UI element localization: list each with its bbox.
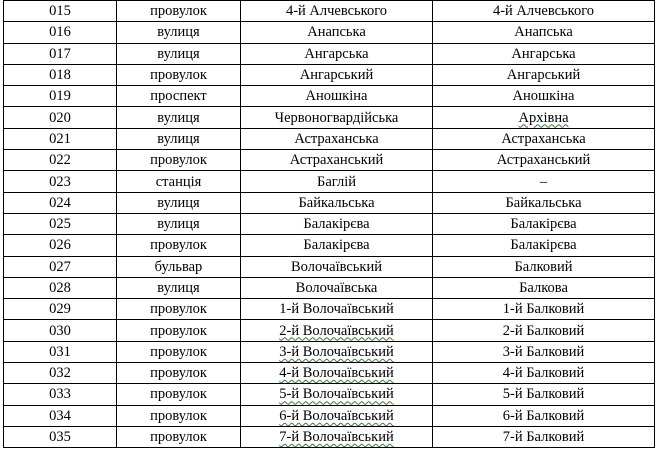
cell-code: 030 bbox=[4, 320, 117, 341]
table-row bbox=[4, 405, 655, 426]
cell-old-name: Аношкіна bbox=[241, 86, 433, 107]
cell-code: 029 bbox=[4, 299, 117, 320]
table-row bbox=[4, 277, 655, 298]
spellcheck-underlined-text: 4-й Волочаївський bbox=[279, 365, 394, 382]
cell-new-name: Балакірєва bbox=[433, 213, 655, 234]
cell-old-name bbox=[241, 405, 433, 426]
cell-old-name bbox=[241, 384, 433, 405]
cell-type: провулок bbox=[117, 384, 241, 405]
cell-code: 032 bbox=[4, 363, 117, 384]
table-row bbox=[4, 235, 655, 256]
cell-new-name: Байкальська bbox=[433, 192, 655, 213]
cell-old-name: Баглій bbox=[241, 171, 433, 192]
cell-old-name: 1-й Волочаївський bbox=[241, 299, 433, 320]
cell-new-name: 5-й Балковий bbox=[433, 384, 655, 405]
cell-old-name: Червоногвардійська bbox=[241, 107, 433, 128]
cell-new-name: 7-й Балковий bbox=[433, 426, 655, 447]
cell-new-name: – bbox=[433, 171, 655, 192]
table-row bbox=[4, 64, 655, 85]
spellcheck-underlined-text: 3-й Волочаївський bbox=[279, 343, 394, 360]
cell-old-name: Балакірєва bbox=[241, 213, 433, 234]
cell-code: 027 bbox=[4, 256, 117, 277]
cell-code: 020 bbox=[4, 107, 117, 128]
cell-type: провулок bbox=[117, 235, 241, 256]
cell-new-name: Астраханська bbox=[433, 128, 655, 149]
cell-new-name: 2-й Балковий bbox=[433, 320, 655, 341]
cell-code: 019 bbox=[4, 86, 117, 107]
cell-type: провулок bbox=[117, 1, 241, 22]
table-row bbox=[4, 384, 655, 405]
cell-old-name: Волочаївська bbox=[241, 277, 433, 298]
cell-code: 024 bbox=[4, 192, 117, 213]
cell-type: провулок bbox=[117, 150, 241, 171]
table-row bbox=[4, 171, 655, 192]
cell-type: провулок bbox=[117, 405, 241, 426]
cell-new-name: Ангарська bbox=[433, 43, 655, 64]
cell-new-name: 4-й Алчевського bbox=[433, 1, 655, 22]
cell-type: провулок bbox=[117, 363, 241, 384]
cell-new-name: Балковий bbox=[433, 256, 655, 277]
table-row bbox=[4, 341, 655, 362]
cell-old-name: Балакірєва bbox=[241, 235, 433, 256]
table-row bbox=[4, 256, 655, 277]
table-row bbox=[4, 213, 655, 234]
cell-type: провулок bbox=[117, 299, 241, 320]
cell-code: 017 bbox=[4, 43, 117, 64]
cell-type: вулиця bbox=[117, 43, 241, 64]
cell-new-name: Аношкіна bbox=[433, 86, 655, 107]
cell-code: 028 bbox=[4, 277, 117, 298]
cell-code: 026 bbox=[4, 235, 117, 256]
cell-type: вулиця bbox=[117, 213, 241, 234]
table-row bbox=[4, 1, 655, 22]
cell-code: 018 bbox=[4, 64, 117, 85]
cell-type: провулок bbox=[117, 341, 241, 362]
cell-new-name: Ангарський bbox=[433, 64, 655, 85]
table-row bbox=[4, 192, 655, 213]
cell-code: 025 bbox=[4, 213, 117, 234]
cell-type: проспект bbox=[117, 86, 241, 107]
street-rename-table bbox=[3, 0, 655, 448]
cell-new-name: 4-й Балковий bbox=[433, 363, 655, 384]
cell-old-name: Байкальська bbox=[241, 192, 433, 213]
cell-old-name bbox=[241, 341, 433, 362]
cell-new-name: 1-й Балковий bbox=[433, 299, 655, 320]
cell-new-name: 3-й Балковий bbox=[433, 341, 655, 362]
spellcheck-underlined-text: 2-й Волочаївський bbox=[279, 322, 394, 339]
cell-type: вулиця bbox=[117, 128, 241, 149]
cell-code: 034 bbox=[4, 405, 117, 426]
table-row bbox=[4, 107, 655, 128]
cell-type: провулок bbox=[117, 426, 241, 447]
cell-new-name: Балкова bbox=[433, 277, 655, 298]
cell-old-name: Астраханський bbox=[241, 150, 433, 171]
cell-code: 015 bbox=[4, 1, 117, 22]
cell-type: провулок bbox=[117, 320, 241, 341]
cell-new-name: Анапська bbox=[433, 22, 655, 43]
cell-old-name: Анапська bbox=[241, 22, 433, 43]
cell-type: вулиця bbox=[117, 192, 241, 213]
cell-new-name: Балакірєва bbox=[433, 235, 655, 256]
cell-old-name: Ангарський bbox=[241, 64, 433, 85]
cell-type: бульвар bbox=[117, 256, 241, 277]
spellcheck-underlined-text: Архівна bbox=[518, 109, 569, 126]
cell-code: 023 bbox=[4, 171, 117, 192]
table-row bbox=[4, 150, 655, 171]
cell-type: станція bbox=[117, 171, 241, 192]
cell-old-name bbox=[241, 363, 433, 384]
cell-code: 022 bbox=[4, 150, 117, 171]
spellcheck-underlined-text: 5-й Волочаївський bbox=[279, 386, 394, 403]
cell-old-name: 4-й Алчевського bbox=[241, 1, 433, 22]
cell-old-name: Астраханська bbox=[241, 128, 433, 149]
cell-code: 035 bbox=[4, 426, 117, 447]
cell-new-name bbox=[433, 107, 655, 128]
spellcheck-underlined-text: 6-й Волочаївський bbox=[279, 407, 394, 424]
table-row bbox=[4, 363, 655, 384]
table-row bbox=[4, 128, 655, 149]
table-row bbox=[4, 320, 655, 341]
cell-type: вулиця bbox=[117, 107, 241, 128]
cell-old-name bbox=[241, 426, 433, 447]
cell-old-name bbox=[241, 320, 433, 341]
table-body bbox=[4, 1, 655, 448]
cell-code: 016 bbox=[4, 22, 117, 43]
table-row bbox=[4, 426, 655, 447]
cell-old-name: Ангарська bbox=[241, 43, 433, 64]
cell-new-name: 6-й Балковий bbox=[433, 405, 655, 426]
cell-new-name: Астраханський bbox=[433, 150, 655, 171]
table-row bbox=[4, 299, 655, 320]
cell-type: вулиця bbox=[117, 22, 241, 43]
cell-code: 021 bbox=[4, 128, 117, 149]
table-row bbox=[4, 43, 655, 64]
spellcheck-underlined-text: 7-й Волочаївський bbox=[279, 429, 394, 446]
cell-code: 033 bbox=[4, 384, 117, 405]
cell-code: 031 bbox=[4, 341, 117, 362]
table-row bbox=[4, 22, 655, 43]
cell-old-name: Волочаївський bbox=[241, 256, 433, 277]
cell-type: вулиця bbox=[117, 277, 241, 298]
cell-type: провулок bbox=[117, 64, 241, 85]
table-row bbox=[4, 86, 655, 107]
